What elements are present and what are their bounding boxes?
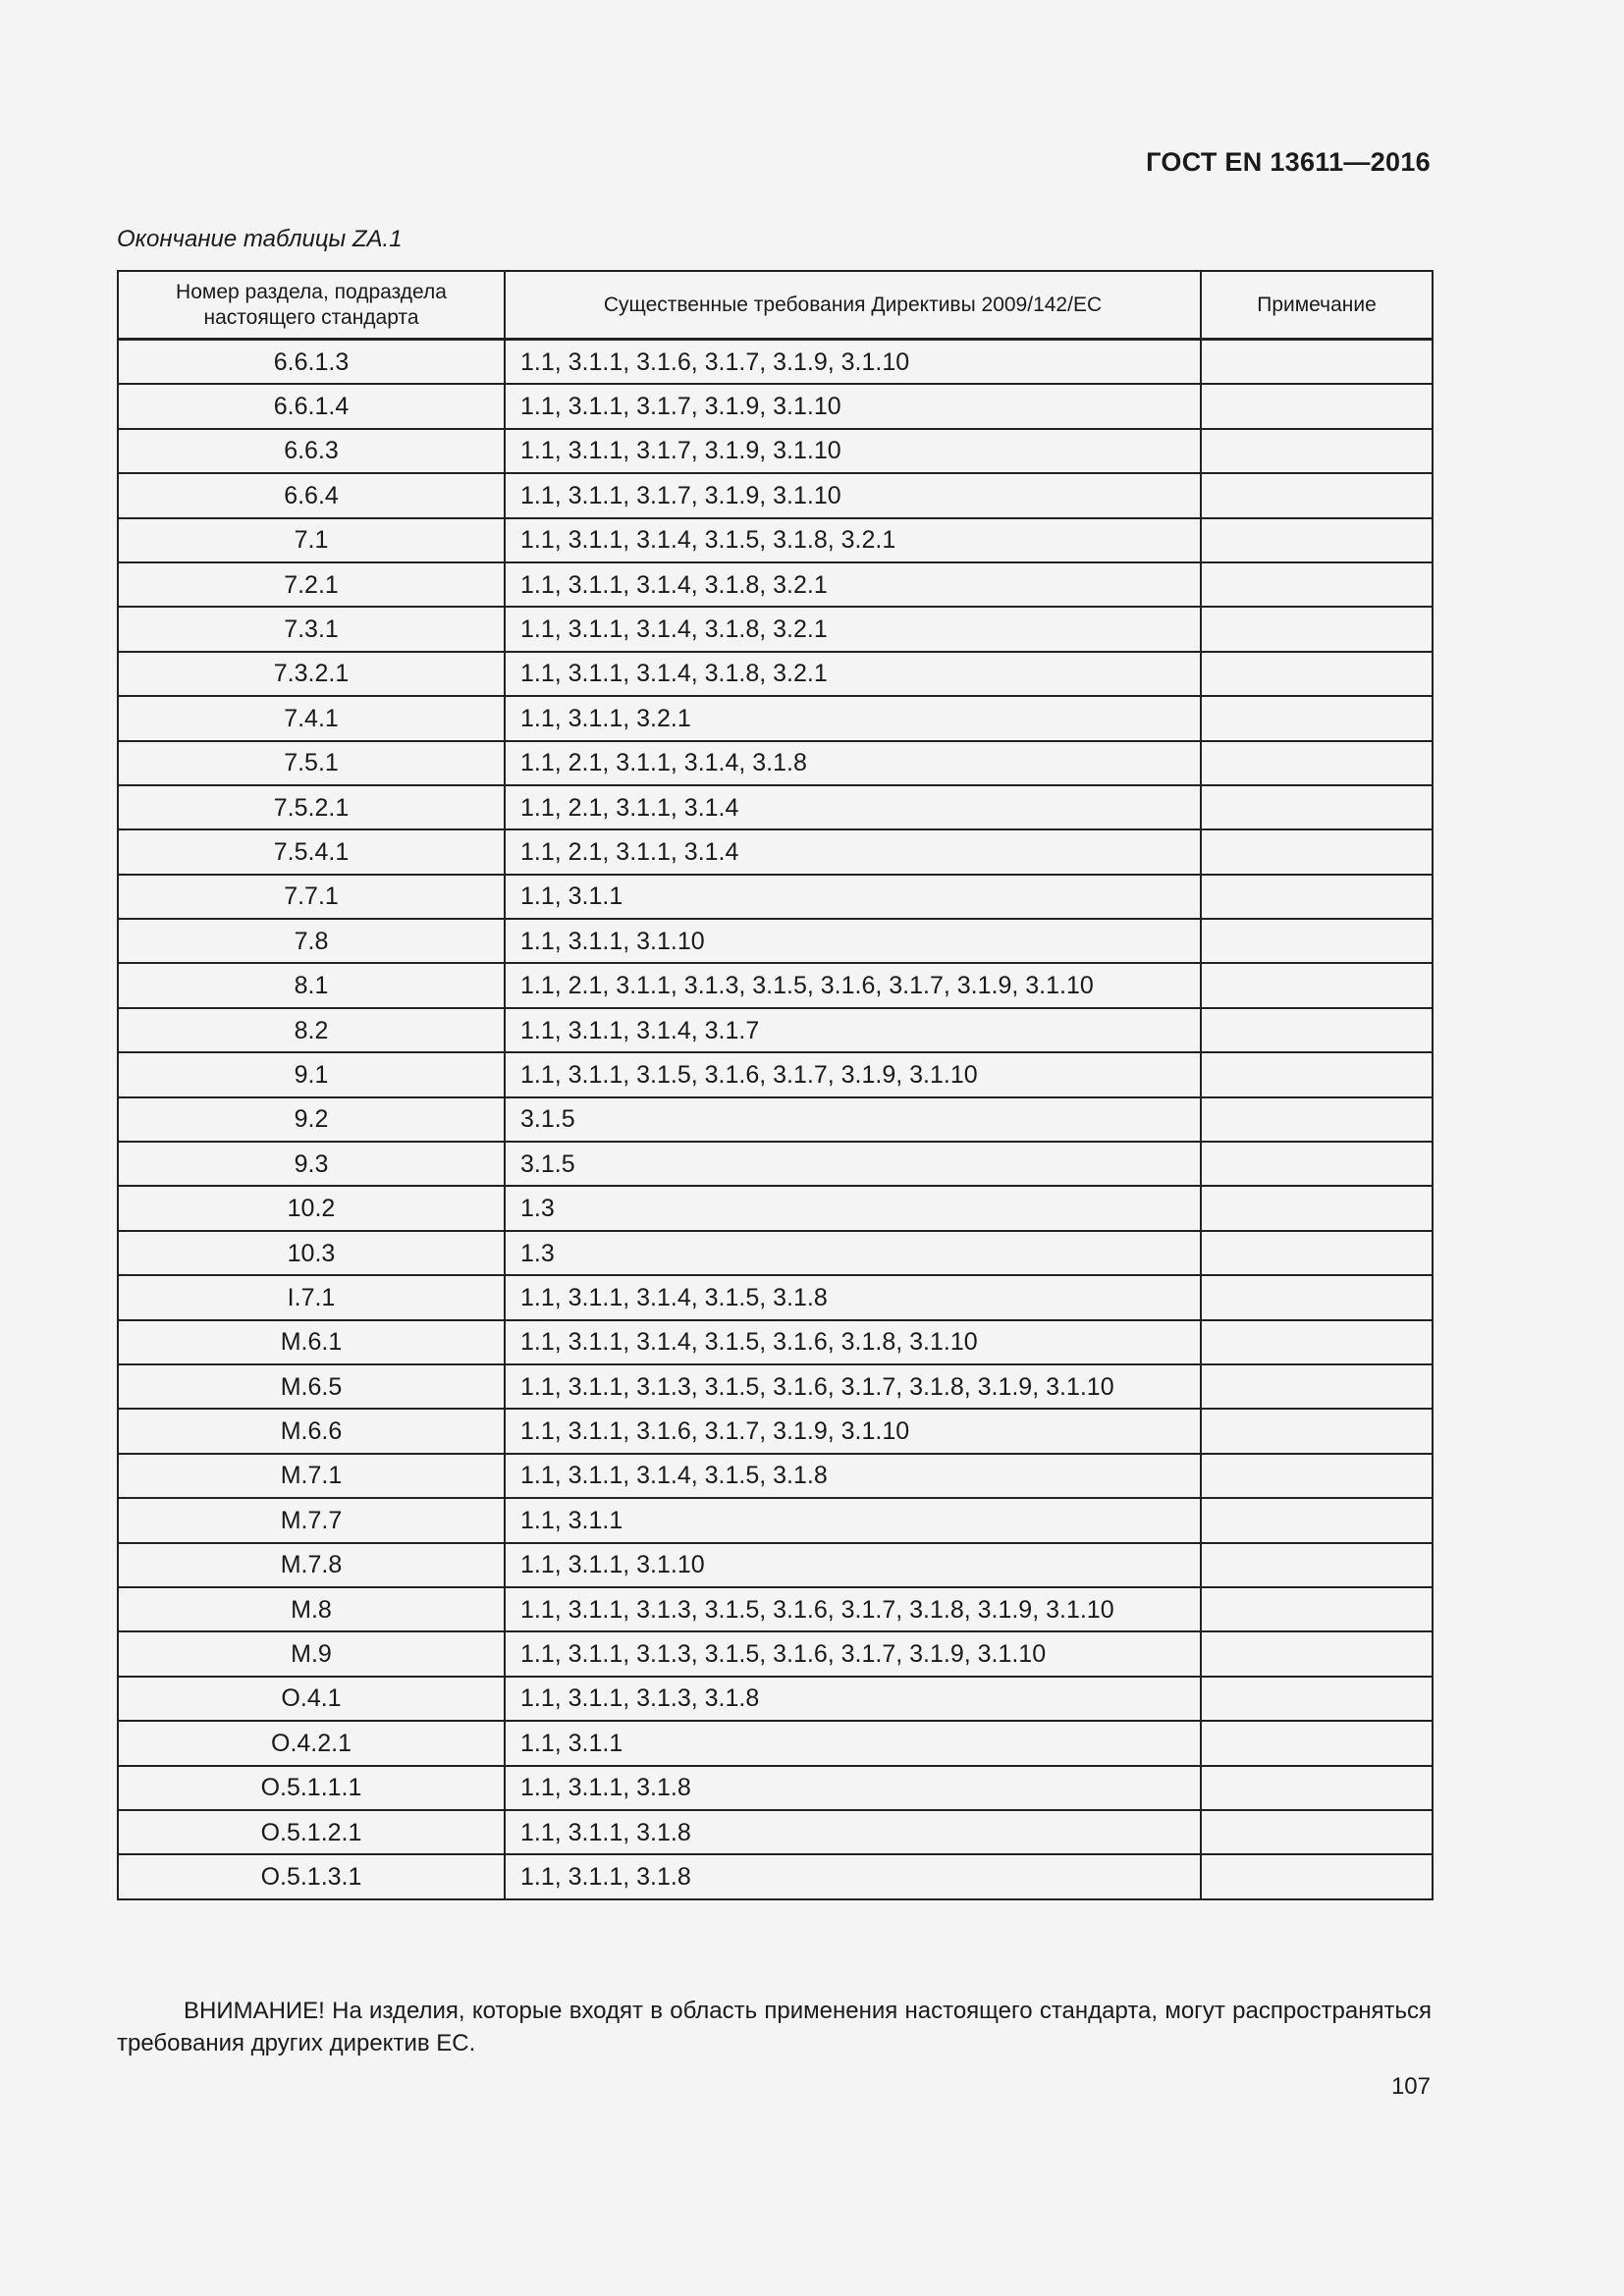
- section-number-cell: O.5.1.3.1: [118, 1854, 505, 1898]
- note-cell: [1201, 340, 1433, 385]
- note-cell: [1201, 1186, 1433, 1230]
- requirements-cell: 1.1, 3.1.1, 3.2.1: [505, 696, 1201, 740]
- section-number-cell: 10.3: [118, 1231, 505, 1275]
- table-header-row: [118, 271, 1433, 340]
- table-row: [118, 1320, 1433, 1364]
- requirements-cell: 1.1, 3.1.1: [505, 1498, 1201, 1542]
- section-number-cell: O.4.1: [118, 1677, 505, 1721]
- requirements-cell: 1.1, 3.1.1, 3.1.3, 3.1.8: [505, 1677, 1201, 1721]
- section-number-cell: O.4.2.1: [118, 1721, 505, 1765]
- section-number-cell: 7.5.2.1: [118, 785, 505, 829]
- requirements-cell: 1.1, 3.1.1, 3.1.7, 3.1.9, 3.1.10: [505, 384, 1201, 428]
- table-row: [118, 963, 1433, 1007]
- section-number-cell: M.9: [118, 1631, 505, 1676]
- note-cell: [1201, 1142, 1433, 1186]
- table-row: [118, 1810, 1433, 1854]
- table-row: [118, 1364, 1433, 1409]
- requirements-cell: 1.1, 3.1.1, 3.1.3, 3.1.5, 3.1.6, 3.1.7, 3.1.8, 3.1.9, 3.1.10: [505, 1587, 1201, 1631]
- note-cell: [1201, 518, 1433, 562]
- table-row: [118, 473, 1433, 517]
- section-number-cell: I.7.1: [118, 1275, 505, 1319]
- section-number-cell: 6.6.3: [118, 429, 505, 473]
- requirements-cell: 1.1, 3.1.1, 3.1.4, 3.1.7: [505, 1008, 1201, 1052]
- requirements-cell: 1.1, 3.1.1: [505, 1721, 1201, 1765]
- table-body: [118, 340, 1433, 1899]
- note-cell: [1201, 1052, 1433, 1096]
- note-cell: [1201, 607, 1433, 651]
- note-cell: [1201, 1275, 1433, 1319]
- note-cell: [1201, 1231, 1433, 1275]
- table-row: [118, 1677, 1433, 1721]
- table-row: [118, 1008, 1433, 1052]
- table-row: [118, 1142, 1433, 1186]
- requirements-cell: 1.1, 2.1, 3.1.1, 3.1.4: [505, 829, 1201, 874]
- section-number-cell: 7.1: [118, 518, 505, 562]
- table-row: [118, 562, 1433, 607]
- table-row: [118, 1854, 1433, 1898]
- section-number-cell: 6.6.1.4: [118, 384, 505, 428]
- section-number-cell: M.8: [118, 1587, 505, 1631]
- section-number-cell: O.5.1.1.1: [118, 1766, 505, 1810]
- requirements-cell: 1.1, 3.1.1, 3.1.4, 3.1.5, 3.1.6, 3.1.8, 3.1.10: [505, 1320, 1201, 1364]
- note-cell: [1201, 829, 1433, 874]
- table-row: [118, 875, 1433, 919]
- table-row: [118, 1454, 1433, 1498]
- note-cell: [1201, 562, 1433, 607]
- requirements-cell: 1.1, 3.1.1, 3.1.7, 3.1.9, 3.1.10: [505, 429, 1201, 473]
- requirements-cell: 1.1, 3.1.1, 3.1.6, 3.1.7, 3.1.9, 3.1.10: [505, 340, 1201, 385]
- requirements-cell: 1.1, 2.1, 3.1.1, 3.1.3, 3.1.5, 3.1.6, 3.1.7, 3.1.9, 3.1.10: [505, 963, 1201, 1007]
- requirements-cell: 1.3: [505, 1231, 1201, 1275]
- note-cell: [1201, 1677, 1433, 1721]
- requirements-cell: 1.1, 3.1.1, 3.1.4, 3.1.5, 3.1.8: [505, 1454, 1201, 1498]
- table-row: [118, 1052, 1433, 1096]
- requirements-cell: 3.1.5: [505, 1097, 1201, 1142]
- requirements-cell: 1.1, 3.1.1, 3.1.10: [505, 919, 1201, 963]
- requirements-cell: 1.1, 3.1.1, 3.1.4, 3.1.5, 3.1.8, 3.2.1: [505, 518, 1201, 562]
- table-row: [118, 696, 1433, 740]
- table-row: [118, 1631, 1433, 1676]
- requirements-cell: 1.1, 3.1.1, 3.1.8: [505, 1766, 1201, 1810]
- section-number-cell: 6.6.1.3: [118, 340, 505, 385]
- requirements-cell: 1.1, 3.1.1, 3.1.5, 3.1.6, 3.1.7, 3.1.9, 3.1.10: [505, 1052, 1201, 1096]
- section-number-cell: 7.3.1: [118, 607, 505, 651]
- requirements-cell: 1.1, 3.1.1: [505, 875, 1201, 919]
- table-header: [118, 271, 1433, 340]
- note-cell: [1201, 1631, 1433, 1676]
- section-number-cell: 7.4.1: [118, 696, 505, 740]
- section-number-cell: 7.5.4.1: [118, 829, 505, 874]
- table-row: [118, 1498, 1433, 1542]
- document-code: ГОСТ EN 13611—2016: [1146, 147, 1431, 177]
- section-number-cell: M.6.5: [118, 1364, 505, 1409]
- section-number-cell: M.6.1: [118, 1320, 505, 1364]
- note-cell: [1201, 919, 1433, 963]
- table-row: [118, 1587, 1433, 1631]
- table-row: [118, 1275, 1433, 1319]
- note-cell: [1201, 1364, 1433, 1409]
- section-number-cell: 7.2.1: [118, 562, 505, 607]
- note-cell: [1201, 1543, 1433, 1587]
- note-cell: [1201, 1810, 1433, 1854]
- table-row: [118, 829, 1433, 874]
- note-cell: [1201, 1320, 1433, 1364]
- table-row: [118, 1721, 1433, 1765]
- note-cell: [1201, 1097, 1433, 1142]
- note-cell: [1201, 384, 1433, 428]
- column-header-requirements: Существенные требования Директивы 2009/142/ЕС: [505, 271, 1201, 340]
- requirements-cell: 1.1, 2.1, 3.1.1, 3.1.4: [505, 785, 1201, 829]
- section-number-cell: 9.2: [118, 1097, 505, 1142]
- note-cell: [1201, 875, 1433, 919]
- section-number-cell: M.6.6: [118, 1409, 505, 1453]
- requirements-cell: 1.1, 3.1.1, 3.1.7, 3.1.9, 3.1.10: [505, 473, 1201, 517]
- table-row: [118, 652, 1433, 696]
- note-cell: [1201, 1409, 1433, 1453]
- requirements-cell: 1.1, 3.1.1, 3.1.10: [505, 1543, 1201, 1587]
- requirements-cell: 3.1.5: [505, 1142, 1201, 1186]
- section-number-cell: 7.3.2.1: [118, 652, 505, 696]
- requirements-cell: 1.1, 2.1, 3.1.1, 3.1.4, 3.1.8: [505, 741, 1201, 785]
- column-header-section: Номер раздела, подраздела настоящего стандарта: [118, 271, 505, 340]
- requirements-cell: 1.1, 3.1.1, 3.1.8: [505, 1854, 1201, 1898]
- note-cell: [1201, 741, 1433, 785]
- section-number-cell: 7.7.1: [118, 875, 505, 919]
- requirements-cell: 1.1, 3.1.1, 3.1.4, 3.1.8, 3.2.1: [505, 652, 1201, 696]
- note-cell: [1201, 1721, 1433, 1765]
- section-number-cell: 8.1: [118, 963, 505, 1007]
- requirements-cell: 1.1, 3.1.1, 3.1.4, 3.1.5, 3.1.8: [505, 1275, 1201, 1319]
- note-cell: [1201, 1766, 1433, 1810]
- table-row: [118, 785, 1433, 829]
- table-row: [118, 1766, 1433, 1810]
- section-number-cell: 8.2: [118, 1008, 505, 1052]
- requirements-cell: 1.1, 3.1.1, 3.1.3, 3.1.5, 3.1.6, 3.1.7, 3.1.9, 3.1.10: [505, 1631, 1201, 1676]
- note-cell: [1201, 1008, 1433, 1052]
- table-row: [118, 1543, 1433, 1587]
- note-cell: [1201, 1587, 1433, 1631]
- table-row: [118, 1097, 1433, 1142]
- table-row: [118, 1409, 1433, 1453]
- section-number-cell: M.7.8: [118, 1543, 505, 1587]
- attention-note: ВНИМАНИЕ! На изделия, которые входят в область применения настоящего стандарта, могут распространяться требования других директив ЕС.: [117, 1998, 1432, 2056]
- note-cell: [1201, 1454, 1433, 1498]
- table-caption: Окончание таблицы ZA.1: [117, 226, 403, 252]
- note-cell: [1201, 473, 1433, 517]
- column-header-note: Примечание: [1201, 271, 1433, 340]
- note-cell: [1201, 785, 1433, 829]
- note-cell: [1201, 1854, 1433, 1898]
- section-number-cell: 9.3: [118, 1142, 505, 1186]
- section-number-cell: 6.6.4: [118, 473, 505, 517]
- note-cell: [1201, 1498, 1433, 1542]
- note-cell: [1201, 429, 1433, 473]
- table-row: [118, 384, 1433, 428]
- section-number-cell: M.7.1: [118, 1454, 505, 1498]
- section-number-cell: 10.2: [118, 1186, 505, 1230]
- note-cell: [1201, 652, 1433, 696]
- table-row: [118, 1186, 1433, 1230]
- requirements-cell: 1.1, 3.1.1, 3.1.4, 3.1.8, 3.2.1: [505, 562, 1201, 607]
- section-number-cell: 7.5.1: [118, 741, 505, 785]
- requirements-cell: 1.1, 3.1.1, 3.1.3, 3.1.5, 3.1.6, 3.1.7, 3.1.8, 3.1.9, 3.1.10: [505, 1364, 1201, 1409]
- table-row: [118, 919, 1433, 963]
- note-cell: [1201, 696, 1433, 740]
- section-number-cell: M.7.7: [118, 1498, 505, 1542]
- page-number: 107: [1390, 2073, 1431, 2100]
- table-row: [118, 340, 1433, 385]
- section-number-cell: 7.8: [118, 919, 505, 963]
- table-row: [118, 741, 1433, 785]
- section-number-cell: O.5.1.2.1: [118, 1810, 505, 1854]
- requirements-cell: 1.3: [505, 1186, 1201, 1230]
- requirements-table: [117, 270, 1434, 1900]
- requirements-cell: 1.1, 3.1.1, 3.1.4, 3.1.8, 3.2.1: [505, 607, 1201, 651]
- table-row: [118, 1231, 1433, 1275]
- requirements-cell: 1.1, 3.1.1, 3.1.8: [505, 1810, 1201, 1854]
- note-cell: [1201, 963, 1433, 1007]
- table-row: [118, 518, 1433, 562]
- requirements-cell: 1.1, 3.1.1, 3.1.6, 3.1.7, 3.1.9, 3.1.10: [505, 1409, 1201, 1453]
- table-row: [118, 607, 1433, 651]
- table-row: [118, 429, 1433, 473]
- section-number-cell: 9.1: [118, 1052, 505, 1096]
